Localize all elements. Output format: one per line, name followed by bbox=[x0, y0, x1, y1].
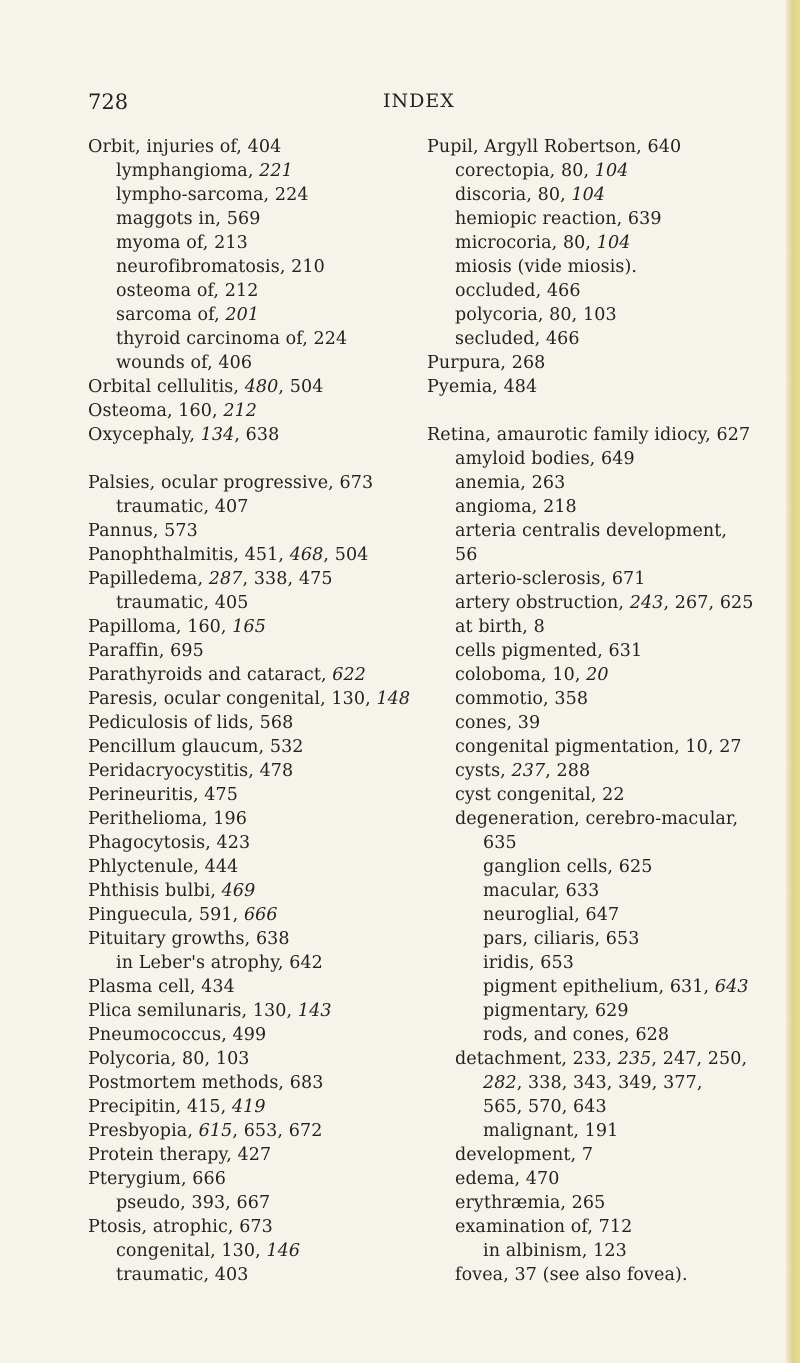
index-entry bbox=[88, 1095, 418, 1119]
entry-text: osteoma of, 212 bbox=[116, 281, 259, 301]
entry-text: detachment, 233, bbox=[455, 1049, 618, 1069]
entry-italic-page: 469 bbox=[221, 881, 256, 901]
entry-trailing-pages: , 267, 625 bbox=[663, 593, 754, 613]
index-entry bbox=[427, 903, 757, 927]
index-column-right bbox=[427, 135, 757, 1287]
entry-italic-page: 666 bbox=[243, 905, 278, 925]
index-entry bbox=[427, 591, 757, 615]
entry-text: examination of, 712 bbox=[455, 1217, 633, 1237]
entry-text: edema, 470 bbox=[455, 1169, 560, 1189]
index-entry bbox=[88, 1239, 418, 1263]
entry-italic-page: 622 bbox=[332, 665, 366, 685]
entry-text: Precipitin, 415, bbox=[88, 1097, 232, 1117]
index-entry bbox=[88, 999, 418, 1023]
entry-text: amyloid bodies, 649 bbox=[455, 449, 635, 469]
entry-text: microcoria, 80, bbox=[455, 233, 597, 253]
index-entry bbox=[427, 423, 757, 447]
index-entry bbox=[88, 255, 418, 279]
entry-italic-page: 480 bbox=[244, 377, 279, 397]
entry-text: Palsies, ocular progressive, 673 bbox=[88, 473, 374, 493]
entry-text: Retina, amaurotic family idiocy, 627 bbox=[427, 425, 751, 445]
entry-text: cyst congenital, 22 bbox=[455, 785, 625, 805]
entry-trailing-pages: , 338, 475 bbox=[242, 569, 333, 589]
index-entry bbox=[88, 855, 418, 879]
entry-text: Osteoma, 160, bbox=[88, 401, 224, 421]
entry-text: artery obstruction, bbox=[455, 593, 630, 613]
index-entry bbox=[427, 735, 757, 759]
entry-text: development, 7 bbox=[455, 1145, 594, 1165]
index-column-left bbox=[88, 135, 418, 1287]
index-entry bbox=[427, 639, 757, 663]
index-entry bbox=[427, 255, 757, 279]
entry-text: Paraffin, 695 bbox=[88, 641, 204, 661]
index-spacer bbox=[88, 447, 418, 471]
index-entry bbox=[88, 519, 418, 543]
entry-text: pigmentary, 629 bbox=[483, 1001, 629, 1021]
entry-text: Oxycephaly, bbox=[88, 425, 201, 445]
entry-text: pseudo, 393, 667 bbox=[116, 1193, 271, 1213]
index-entry bbox=[88, 567, 418, 591]
index-entry bbox=[88, 159, 418, 183]
index-entry bbox=[88, 327, 418, 351]
entry-text: Orbital cellulitis, bbox=[88, 377, 245, 397]
page-number: 728 bbox=[88, 90, 129, 114]
entry-italic-page: 104 bbox=[596, 233, 631, 253]
entry-trailing-pages: , 504 bbox=[278, 377, 324, 397]
entry-text: rods, and cones, 628 bbox=[483, 1025, 670, 1045]
entry-italic-page: 282 bbox=[483, 1073, 517, 1093]
index-entry bbox=[427, 951, 757, 975]
entry-text: wounds of, 406 bbox=[116, 353, 253, 373]
index-entry bbox=[427, 1167, 757, 1191]
index-entry bbox=[427, 519, 757, 543]
entry-italic-page: 146 bbox=[266, 1241, 301, 1261]
index-entry bbox=[427, 1023, 757, 1047]
entry-text: polycoria, 80, 103 bbox=[455, 305, 617, 325]
index-entry bbox=[427, 879, 757, 903]
index-entry bbox=[88, 687, 418, 711]
index-entry bbox=[427, 495, 757, 519]
entry-text: Perithelioma, 196 bbox=[88, 809, 247, 829]
entry-italic-page: 104 bbox=[594, 161, 629, 181]
entry-trailing-pages: , 247, 250, bbox=[651, 1049, 748, 1069]
index-entry bbox=[88, 1191, 418, 1215]
entry-text: malignant, 191 bbox=[483, 1121, 619, 1141]
entry-text: Papilloma, 160, bbox=[88, 617, 233, 637]
entry-text: 56 bbox=[455, 545, 478, 565]
index-entry bbox=[88, 759, 418, 783]
entry-text: Papilledema, bbox=[88, 569, 209, 589]
index-entry bbox=[427, 231, 757, 255]
index-entry bbox=[88, 1071, 418, 1095]
index-entry bbox=[427, 327, 757, 351]
entry-text: coloboma, 10, bbox=[455, 665, 587, 685]
entry-text: Phthisis bulbi, bbox=[88, 881, 222, 901]
index-entry bbox=[88, 975, 418, 999]
index-entry bbox=[88, 279, 418, 303]
entry-text: Pituitary growths, 638 bbox=[88, 929, 290, 949]
index-entry bbox=[88, 663, 418, 687]
entry-text: lymphangioma, bbox=[116, 161, 260, 181]
entry-text: Protein therapy, 427 bbox=[88, 1145, 272, 1165]
entry-text: Pencillum glaucum, 532 bbox=[88, 737, 304, 757]
entry-text: arteria centralis development, bbox=[455, 521, 728, 541]
entry-italic-page: 134 bbox=[200, 425, 235, 445]
entry-text: pars, ciliaris, 653 bbox=[483, 929, 640, 949]
entry-italic-page: 20 bbox=[586, 665, 609, 685]
index-entry bbox=[88, 231, 418, 255]
entry-text: commotio, 358 bbox=[455, 689, 589, 709]
entry-text: thyroid carcinoma of, 224 bbox=[116, 329, 348, 349]
index-entry bbox=[427, 447, 757, 471]
entry-text: congenital, 130, bbox=[116, 1241, 267, 1261]
index-entry bbox=[427, 783, 757, 807]
entry-text: Paresis, ocular congenital, 130, bbox=[88, 689, 377, 709]
entry-italic-page: 221 bbox=[259, 161, 293, 181]
index-entry bbox=[88, 399, 418, 423]
index-entry bbox=[88, 1263, 418, 1287]
entry-trailing-pages: , 504 bbox=[323, 545, 369, 565]
index-entry bbox=[427, 615, 757, 639]
entry-italic-page: 165 bbox=[232, 617, 266, 637]
entry-text: Presbyopia, bbox=[88, 1121, 199, 1141]
entry-italic-page: 235 bbox=[617, 1049, 652, 1069]
index-entry bbox=[88, 375, 418, 399]
index-entry bbox=[88, 351, 418, 375]
index-entry bbox=[427, 351, 757, 375]
entry-text: Plasma cell, 434 bbox=[88, 977, 235, 997]
entry-italic-page: 104 bbox=[571, 185, 606, 205]
entry-text: arterio-sclerosis, 671 bbox=[455, 569, 646, 589]
entry-text: myoma of, 213 bbox=[116, 233, 248, 253]
index-entry bbox=[427, 999, 757, 1023]
index-entry bbox=[427, 1143, 757, 1167]
index-entry bbox=[88, 711, 418, 735]
entry-text: Panophthalmitis, 451, bbox=[88, 545, 290, 565]
index-entry bbox=[88, 1215, 418, 1239]
entry-trailing-pages: , 288 bbox=[545, 761, 591, 781]
entry-text: angioma, 218 bbox=[455, 497, 577, 517]
running-title: INDEX bbox=[383, 90, 455, 112]
index-entry bbox=[88, 1047, 418, 1071]
index-entry bbox=[427, 1095, 757, 1119]
index-entry bbox=[88, 591, 418, 615]
index-entry bbox=[427, 759, 757, 783]
index-entry bbox=[88, 903, 418, 927]
entry-text: traumatic, 405 bbox=[116, 593, 249, 613]
entry-trailing-pages: , 653, 672 bbox=[232, 1121, 323, 1141]
index-entry bbox=[88, 639, 418, 663]
entry-italic-page: 212 bbox=[223, 401, 258, 421]
index-entry bbox=[427, 303, 757, 327]
index-entry bbox=[88, 135, 418, 159]
entry-text: Postmortem methods, 683 bbox=[88, 1073, 324, 1093]
index-spacer bbox=[427, 399, 757, 423]
entry-text: in Leber's atrophy, 642 bbox=[116, 953, 323, 973]
entry-text: traumatic, 403 bbox=[116, 1265, 249, 1285]
entry-trailing-pages: , 338, 343, 349, 377, bbox=[516, 1073, 703, 1093]
entry-italic-page: 201 bbox=[225, 305, 260, 325]
index-entry bbox=[427, 159, 757, 183]
index-entry bbox=[427, 1047, 757, 1071]
index-entry bbox=[88, 879, 418, 903]
entry-text: Pupil, Argyll Robertson, 640 bbox=[427, 137, 682, 157]
index-entry bbox=[88, 927, 418, 951]
entry-text: pigment epithelium, 631, bbox=[483, 977, 715, 997]
entry-text: sarcoma of, bbox=[116, 305, 226, 325]
index-entry bbox=[88, 207, 418, 231]
entry-text: Polycoria, 80, 103 bbox=[88, 1049, 250, 1069]
index-entry bbox=[427, 1071, 757, 1095]
index-entry bbox=[427, 975, 757, 999]
index-entry bbox=[427, 207, 757, 231]
entry-text: degeneration, cerebro-macular, bbox=[455, 809, 739, 829]
entry-text: Plica semilunaris, 130, bbox=[88, 1001, 298, 1021]
index-entry bbox=[88, 543, 418, 567]
index-entry bbox=[88, 183, 418, 207]
entry-text: cysts, bbox=[455, 761, 512, 781]
index-entry bbox=[427, 1215, 757, 1239]
index-entry bbox=[88, 807, 418, 831]
entry-text: traumatic, 407 bbox=[116, 497, 249, 517]
index-entry bbox=[427, 663, 757, 687]
entry-text: 565, 570, 643 bbox=[483, 1097, 607, 1117]
index-entry bbox=[427, 711, 757, 735]
index-entry bbox=[427, 135, 757, 159]
index-entry bbox=[427, 1191, 757, 1215]
page-edge bbox=[786, 0, 800, 1363]
index-entry bbox=[427, 567, 757, 591]
entry-text: discoria, 80, bbox=[455, 185, 572, 205]
index-entry bbox=[88, 471, 418, 495]
index-entry bbox=[427, 831, 757, 855]
index-entry bbox=[427, 1119, 757, 1143]
entry-italic-page: 237 bbox=[511, 761, 546, 781]
index-entry bbox=[88, 831, 418, 855]
entry-italic-page: 468 bbox=[289, 545, 324, 565]
entry-text: ganglion cells, 625 bbox=[483, 857, 653, 877]
entry-text: Pediculosis of lids, 568 bbox=[88, 713, 294, 733]
entry-italic-page: 243 bbox=[629, 593, 664, 613]
entry-text: Orbit, injuries of, 404 bbox=[88, 137, 282, 157]
index-entry bbox=[88, 783, 418, 807]
entry-text: cones, 39 bbox=[455, 713, 541, 733]
index-entry bbox=[427, 1263, 757, 1287]
entry-text: 635 bbox=[483, 833, 517, 853]
entry-text: at birth, 8 bbox=[455, 617, 545, 637]
index-entry bbox=[88, 735, 418, 759]
index-entry bbox=[88, 303, 418, 327]
index-entry bbox=[427, 471, 757, 495]
entry-text: Perineuritis, 475 bbox=[88, 785, 239, 805]
index-entry bbox=[88, 615, 418, 639]
index-entry bbox=[427, 927, 757, 951]
entry-text: Peridacryocystitis, 478 bbox=[88, 761, 294, 781]
index-entry bbox=[88, 1119, 418, 1143]
entry-text: occluded, 466 bbox=[455, 281, 581, 301]
index-entry bbox=[427, 543, 757, 567]
entry-italic-page: 615 bbox=[198, 1121, 233, 1141]
index-entry bbox=[427, 807, 757, 831]
index-entry bbox=[427, 855, 757, 879]
entry-text: Pinguecula, 591, bbox=[88, 905, 244, 925]
entry-text: Pannus, 573 bbox=[88, 521, 198, 541]
entry-text: in albinism, 123 bbox=[483, 1241, 627, 1261]
entry-text: neuroglial, 647 bbox=[483, 905, 620, 925]
entry-italic-page: 643 bbox=[714, 977, 749, 997]
entry-text: hemiopic reaction, 639 bbox=[455, 209, 662, 229]
entry-italic-page: 148 bbox=[376, 689, 411, 709]
index-entry bbox=[427, 1239, 757, 1263]
index-entry bbox=[88, 423, 418, 447]
index-entry bbox=[88, 951, 418, 975]
index-entry bbox=[88, 1143, 418, 1167]
entry-text: neurofibromatosis, 210 bbox=[116, 257, 325, 277]
entry-text: secluded, 466 bbox=[455, 329, 580, 349]
entry-text: Phlyctenule, 444 bbox=[88, 857, 239, 877]
entry-text: lympho-sarcoma, 224 bbox=[116, 185, 309, 205]
index-entry bbox=[88, 1023, 418, 1047]
entry-text: Parathyroids and cataract, bbox=[88, 665, 333, 685]
index-entry bbox=[427, 687, 757, 711]
entry-text: fovea, 37 (see also fovea). bbox=[455, 1265, 688, 1285]
running-head bbox=[0, 90, 800, 120]
entry-text: cells pigmented, 631 bbox=[455, 641, 643, 661]
entry-text: erythræmia, 265 bbox=[455, 1193, 606, 1213]
entry-text: maggots in, 569 bbox=[116, 209, 261, 229]
entry-text: anemia, 263 bbox=[455, 473, 566, 493]
entry-text: Phagocytosis, 423 bbox=[88, 833, 251, 853]
entry-text: Ptosis, atrophic, 673 bbox=[88, 1217, 273, 1237]
entry-italic-page: 287 bbox=[208, 569, 243, 589]
entry-text: Pterygium, 666 bbox=[88, 1169, 227, 1189]
index-entry bbox=[427, 183, 757, 207]
entry-text: congenital pigmentation, 10, 27 bbox=[455, 737, 742, 757]
entry-text: corectopia, 80, bbox=[455, 161, 595, 181]
entry-text: macular, 633 bbox=[483, 881, 600, 901]
entry-text: Pyemia, 484 bbox=[427, 377, 538, 397]
entry-italic-page: 143 bbox=[297, 1001, 332, 1021]
entry-text: Purpura, 268 bbox=[427, 353, 546, 373]
entry-text: Pneumococcus, 499 bbox=[88, 1025, 267, 1045]
entry-text: miosis (vide miosis). bbox=[455, 257, 638, 277]
index-entry bbox=[427, 375, 757, 399]
entry-trailing-pages: , 638 bbox=[234, 425, 280, 445]
index-entry bbox=[88, 495, 418, 519]
index-entry bbox=[88, 1167, 418, 1191]
entry-text: iridis, 653 bbox=[483, 953, 574, 973]
index-entry bbox=[427, 279, 757, 303]
entry-italic-page: 419 bbox=[231, 1097, 266, 1117]
